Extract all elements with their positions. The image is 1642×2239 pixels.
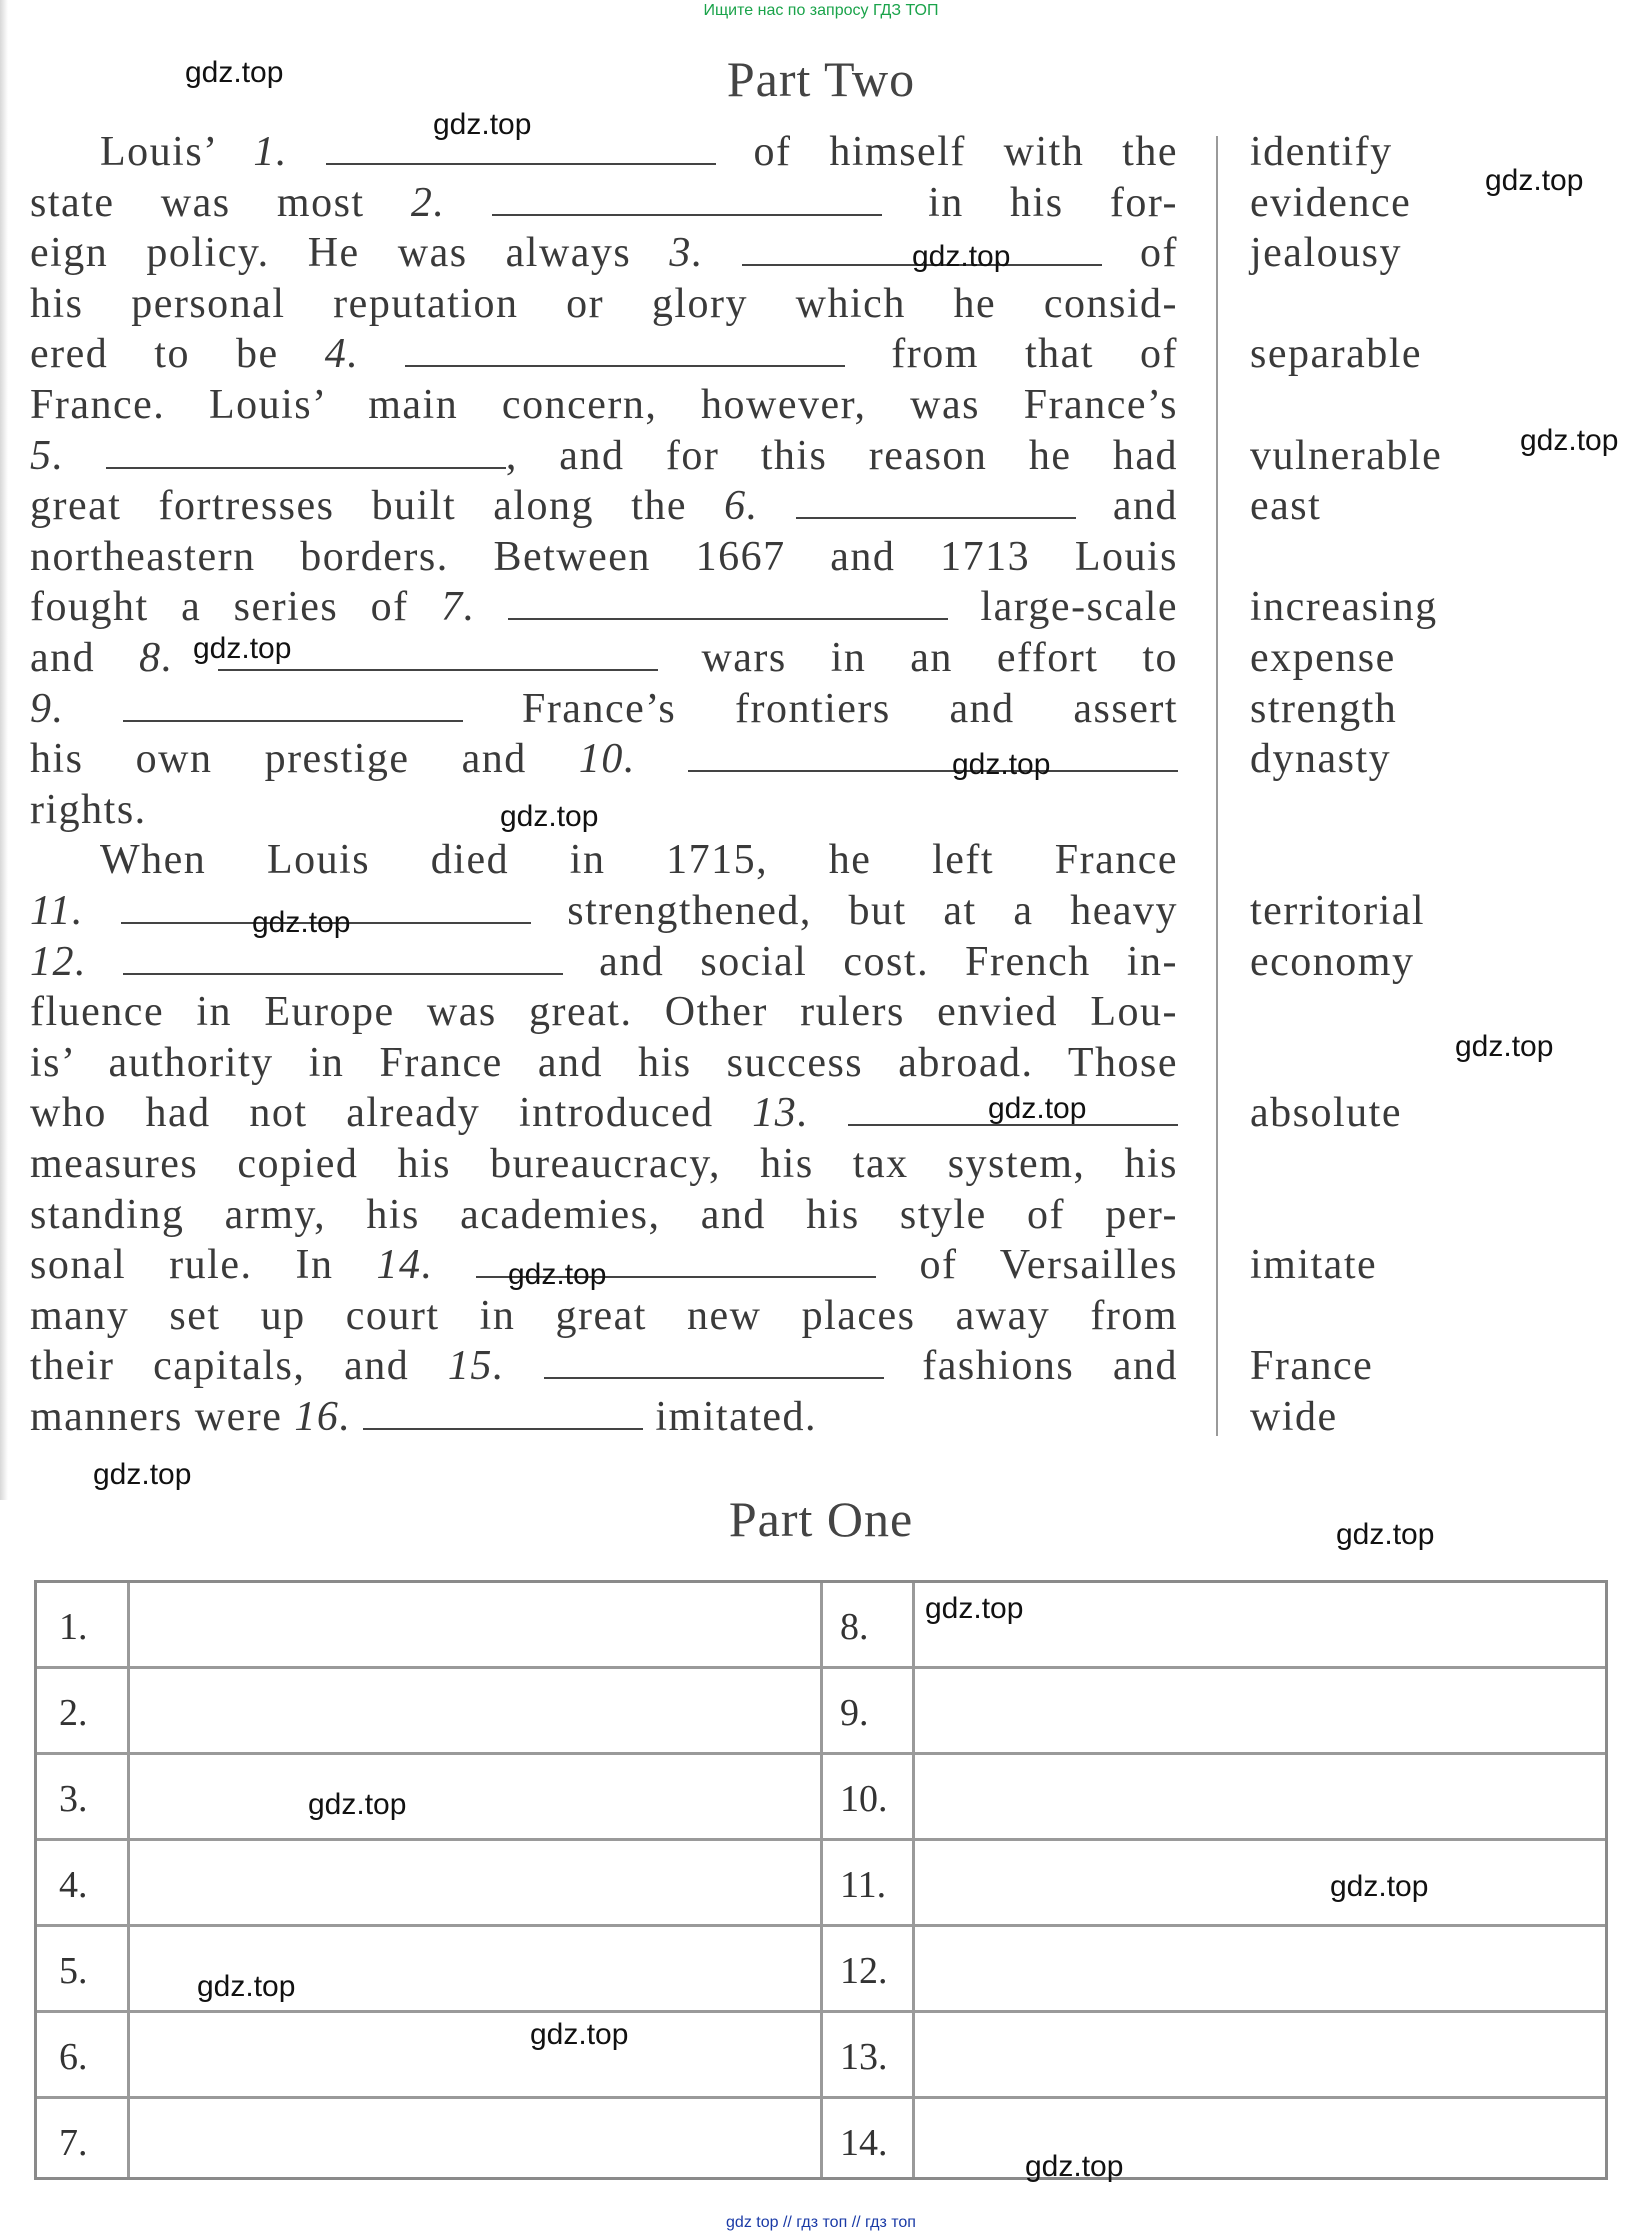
answer-cell[interactable] (916, 1672, 1604, 1750)
passage-text: eign policy. He was always (30, 230, 670, 276)
keyword-imitate: imitate (1250, 1242, 1378, 1288)
watermark: gdz.top (308, 1788, 407, 1821)
grid-hline (37, 1924, 1605, 1927)
passage-text: and (30, 635, 140, 681)
passage-text: manners were (30, 1394, 295, 1440)
passage-line (30, 1140, 1178, 1190)
answer-cell[interactable] (916, 1930, 1604, 2008)
answer-cell[interactable] (131, 2102, 817, 2180)
gap-number: 4. (324, 331, 406, 377)
gap-number: 12. (30, 939, 124, 985)
keyword-increasing: increasing (1250, 584, 1438, 630)
grid-vline (820, 1583, 823, 2177)
passage-text: of (1101, 230, 1178, 276)
keyword-territorial: territorial (1250, 888, 1426, 934)
page-edge (0, 0, 8, 1500)
passage-text: France. Louis’ main concern, however, was France’s (30, 382, 1178, 428)
gap-number: 11. (30, 888, 121, 934)
row-number: 12. (840, 1950, 888, 1992)
passage-text: northeastern borders. Between 1667 and 1713 Louis (30, 534, 1178, 580)
answer-cell[interactable] (916, 1758, 1604, 1836)
passage-text: standing army, his academies, and his style of per- (30, 1192, 1178, 1238)
watermark: gdz.top (1485, 164, 1584, 197)
footer-links: gdz top // гдз топ // гдз топ (726, 2214, 916, 2231)
passage-line (30, 1342, 1178, 1392)
watermark: gdz.top (185, 56, 284, 89)
passage-text: his own prestige and (30, 736, 579, 782)
keyword-vulnerable: vulnerable (1250, 433, 1443, 479)
passage-text: fluence in Europe was great. Other rulers envied Lou- (30, 989, 1178, 1035)
watermark: gdz.top (1336, 1518, 1435, 1551)
answer-cell[interactable] (131, 1844, 817, 1922)
passage-line (30, 381, 1178, 431)
passage-text: great fortresses built along the (30, 483, 725, 529)
answer-cell[interactable] (131, 1586, 817, 1664)
watermark: gdz.top (508, 1258, 607, 1291)
row-number: 6. (59, 2036, 88, 2078)
row-number: 1. (59, 1606, 88, 1648)
keyword-economy: economy (1250, 939, 1415, 985)
keyword-separable: separable (1250, 331, 1423, 377)
gap-number: 15. (447, 1343, 544, 1389)
grid-hline (37, 1666, 1605, 1669)
watermark: gdz.top (500, 800, 599, 833)
gap-number: 5. (30, 433, 106, 479)
passage-line (30, 887, 1178, 937)
gap-number: 1. (253, 129, 326, 175)
gap-blank[interactable] (508, 586, 948, 620)
watermark: gdz.top (1455, 1030, 1554, 1063)
answer-cell[interactable] (916, 2016, 1604, 2094)
keyword-dynasty: dynasty (1250, 736, 1392, 782)
passage-line (30, 482, 1178, 532)
gap-blank[interactable] (796, 485, 1076, 519)
keyword-east: east (1250, 483, 1322, 529)
passage-text: is’ authority in France and his success abroad. Those (30, 1040, 1178, 1086)
watermark: gdz.top (530, 2018, 629, 2051)
row-number: 13. (840, 2036, 888, 2078)
passage-text: strengthened, but at a heavy (530, 888, 1179, 934)
top-banner: Ищите нас по запросу ГДЗ ТОП (703, 2, 939, 19)
passage-text: state was most (30, 180, 411, 226)
row-number: 4. (59, 1864, 88, 1906)
row-number: 2. (59, 1692, 88, 1734)
gap-blank[interactable] (492, 182, 882, 216)
watermark: gdz.top (988, 1092, 1087, 1125)
passage-text: and social cost. French in- (563, 939, 1179, 985)
passage-line (30, 128, 1178, 178)
passage-line (30, 1292, 1178, 1342)
part-one-heading: Part One (728, 1491, 914, 1547)
row-number: 9. (840, 1692, 869, 1734)
watermark: gdz.top (925, 1592, 1024, 1625)
keyword-france: France (1250, 1343, 1374, 1389)
gap-number: 14. (376, 1242, 477, 1288)
gap-number: 8. (139, 635, 218, 681)
passage-text: measures copied his bureaucracy, his tax system, his (30, 1141, 1178, 1187)
row-number: 7. (59, 2122, 88, 2164)
passage-text: wars in an effort to (657, 635, 1178, 681)
passage-line (30, 836, 1178, 886)
watermark: gdz.top (912, 240, 1011, 273)
passage-line (30, 685, 1178, 735)
passage-line (30, 938, 1178, 988)
passage-text: , and for this reason he had (505, 433, 1178, 479)
passage-line (30, 1191, 1178, 1241)
grid-hline (37, 2096, 1605, 2099)
row-number: 8. (840, 1606, 869, 1648)
passage-text: and (1075, 483, 1178, 529)
part-two-heading: Part Two (726, 51, 916, 107)
grid-hline (37, 2010, 1605, 2013)
passage-line (30, 432, 1178, 482)
passage-text: of himself with the (715, 129, 1178, 175)
gap-number: 6. (724, 483, 796, 529)
answer-cell[interactable] (916, 1844, 1604, 1922)
answer-cell[interactable] (131, 1758, 817, 1836)
passage-text: their capitals, and (30, 1343, 448, 1389)
watermark: gdz.top (433, 108, 532, 141)
row-number: 14. (840, 2122, 888, 2164)
passage-text: imitated. (643, 1394, 818, 1440)
gap-blank[interactable] (405, 333, 845, 367)
passage-line (30, 330, 1178, 380)
watermark: gdz.top (1330, 1870, 1429, 1903)
gap-number: 13. (752, 1090, 848, 1136)
gap-blank[interactable] (106, 435, 506, 469)
gap-number: 7. (441, 584, 508, 630)
passage-line (30, 179, 1178, 229)
watermark: gdz.top (252, 906, 351, 939)
passage-line (30, 786, 1178, 836)
passage-line (30, 280, 1178, 330)
gap-blank[interactable] (363, 1396, 643, 1430)
row-number: 11. (840, 1864, 887, 1906)
passage-text: from that of (845, 331, 1179, 377)
passage-text: ered to be (30, 331, 325, 377)
watermark: gdz.top (1025, 2150, 1124, 2183)
keyword-jealousy: jealousy (1250, 230, 1402, 276)
passage-text: fashions and (883, 1343, 1178, 1389)
watermark: gdz.top (93, 1458, 192, 1491)
answer-cell[interactable] (131, 2016, 817, 2094)
passage-text: his personal reputation or glory which he consid- (30, 281, 1178, 327)
grid-vline (912, 1583, 915, 2177)
passage-text: rights. (30, 787, 147, 833)
passage-text: who had not already introduced (30, 1090, 753, 1136)
passage-text: many set up court in great new places away from (30, 1293, 1178, 1339)
gap-blank[interactable] (688, 738, 1178, 772)
grid-vline (127, 1583, 130, 2177)
passage-text: sonal rule. In (30, 1242, 377, 1288)
passage-text: When Louis died in 1715, he left France (100, 837, 1178, 883)
keyword-wide: wide (1250, 1394, 1338, 1440)
keyword-strength: strength (1250, 686, 1398, 732)
passage-line (30, 583, 1178, 633)
gap-number: 2. (410, 180, 492, 226)
keyword-expense: expense (1250, 635, 1396, 681)
passage-line (30, 988, 1178, 1038)
passage-text: France’s frontiers and assert (463, 686, 1178, 732)
gap-blank[interactable] (123, 688, 463, 722)
gap-number: 9. (30, 686, 124, 732)
passage-text: of Versailles (876, 1242, 1179, 1288)
gap-number: 10. (578, 736, 688, 782)
passage-text: large-scale (947, 584, 1179, 630)
watermark: gdz.top (193, 632, 292, 665)
grid-hline (37, 1838, 1605, 1841)
passage-text: Louis’ (100, 129, 254, 175)
gap-blank[interactable] (544, 1345, 884, 1379)
keyword-evidence: evidence (1250, 180, 1412, 226)
watermark: gdz.top (1520, 424, 1619, 457)
passage-line (30, 1393, 1178, 1443)
answer-cell[interactable] (916, 2102, 1604, 2180)
keyword-identify: identify (1250, 129, 1393, 175)
gap-blank[interactable] (123, 941, 563, 975)
gap-number: 3. (669, 230, 742, 276)
column-divider (1216, 136, 1218, 1436)
watermark: gdz.top (952, 748, 1051, 781)
passage-line (30, 1039, 1178, 1089)
gap-number: 16. (294, 1394, 364, 1440)
row-number: 5. (59, 1950, 88, 1992)
passage-line (30, 533, 1178, 583)
grid-hline (37, 1752, 1605, 1755)
passage-text: in his for- (881, 180, 1179, 226)
row-number: 10. (840, 1778, 888, 1820)
row-number: 3. (59, 1778, 88, 1820)
watermark: gdz.top (197, 1970, 296, 2003)
passage-text: fought a series of (30, 584, 442, 630)
keyword-absolute: absolute (1250, 1090, 1402, 1136)
answer-cell[interactable] (131, 1672, 817, 1750)
